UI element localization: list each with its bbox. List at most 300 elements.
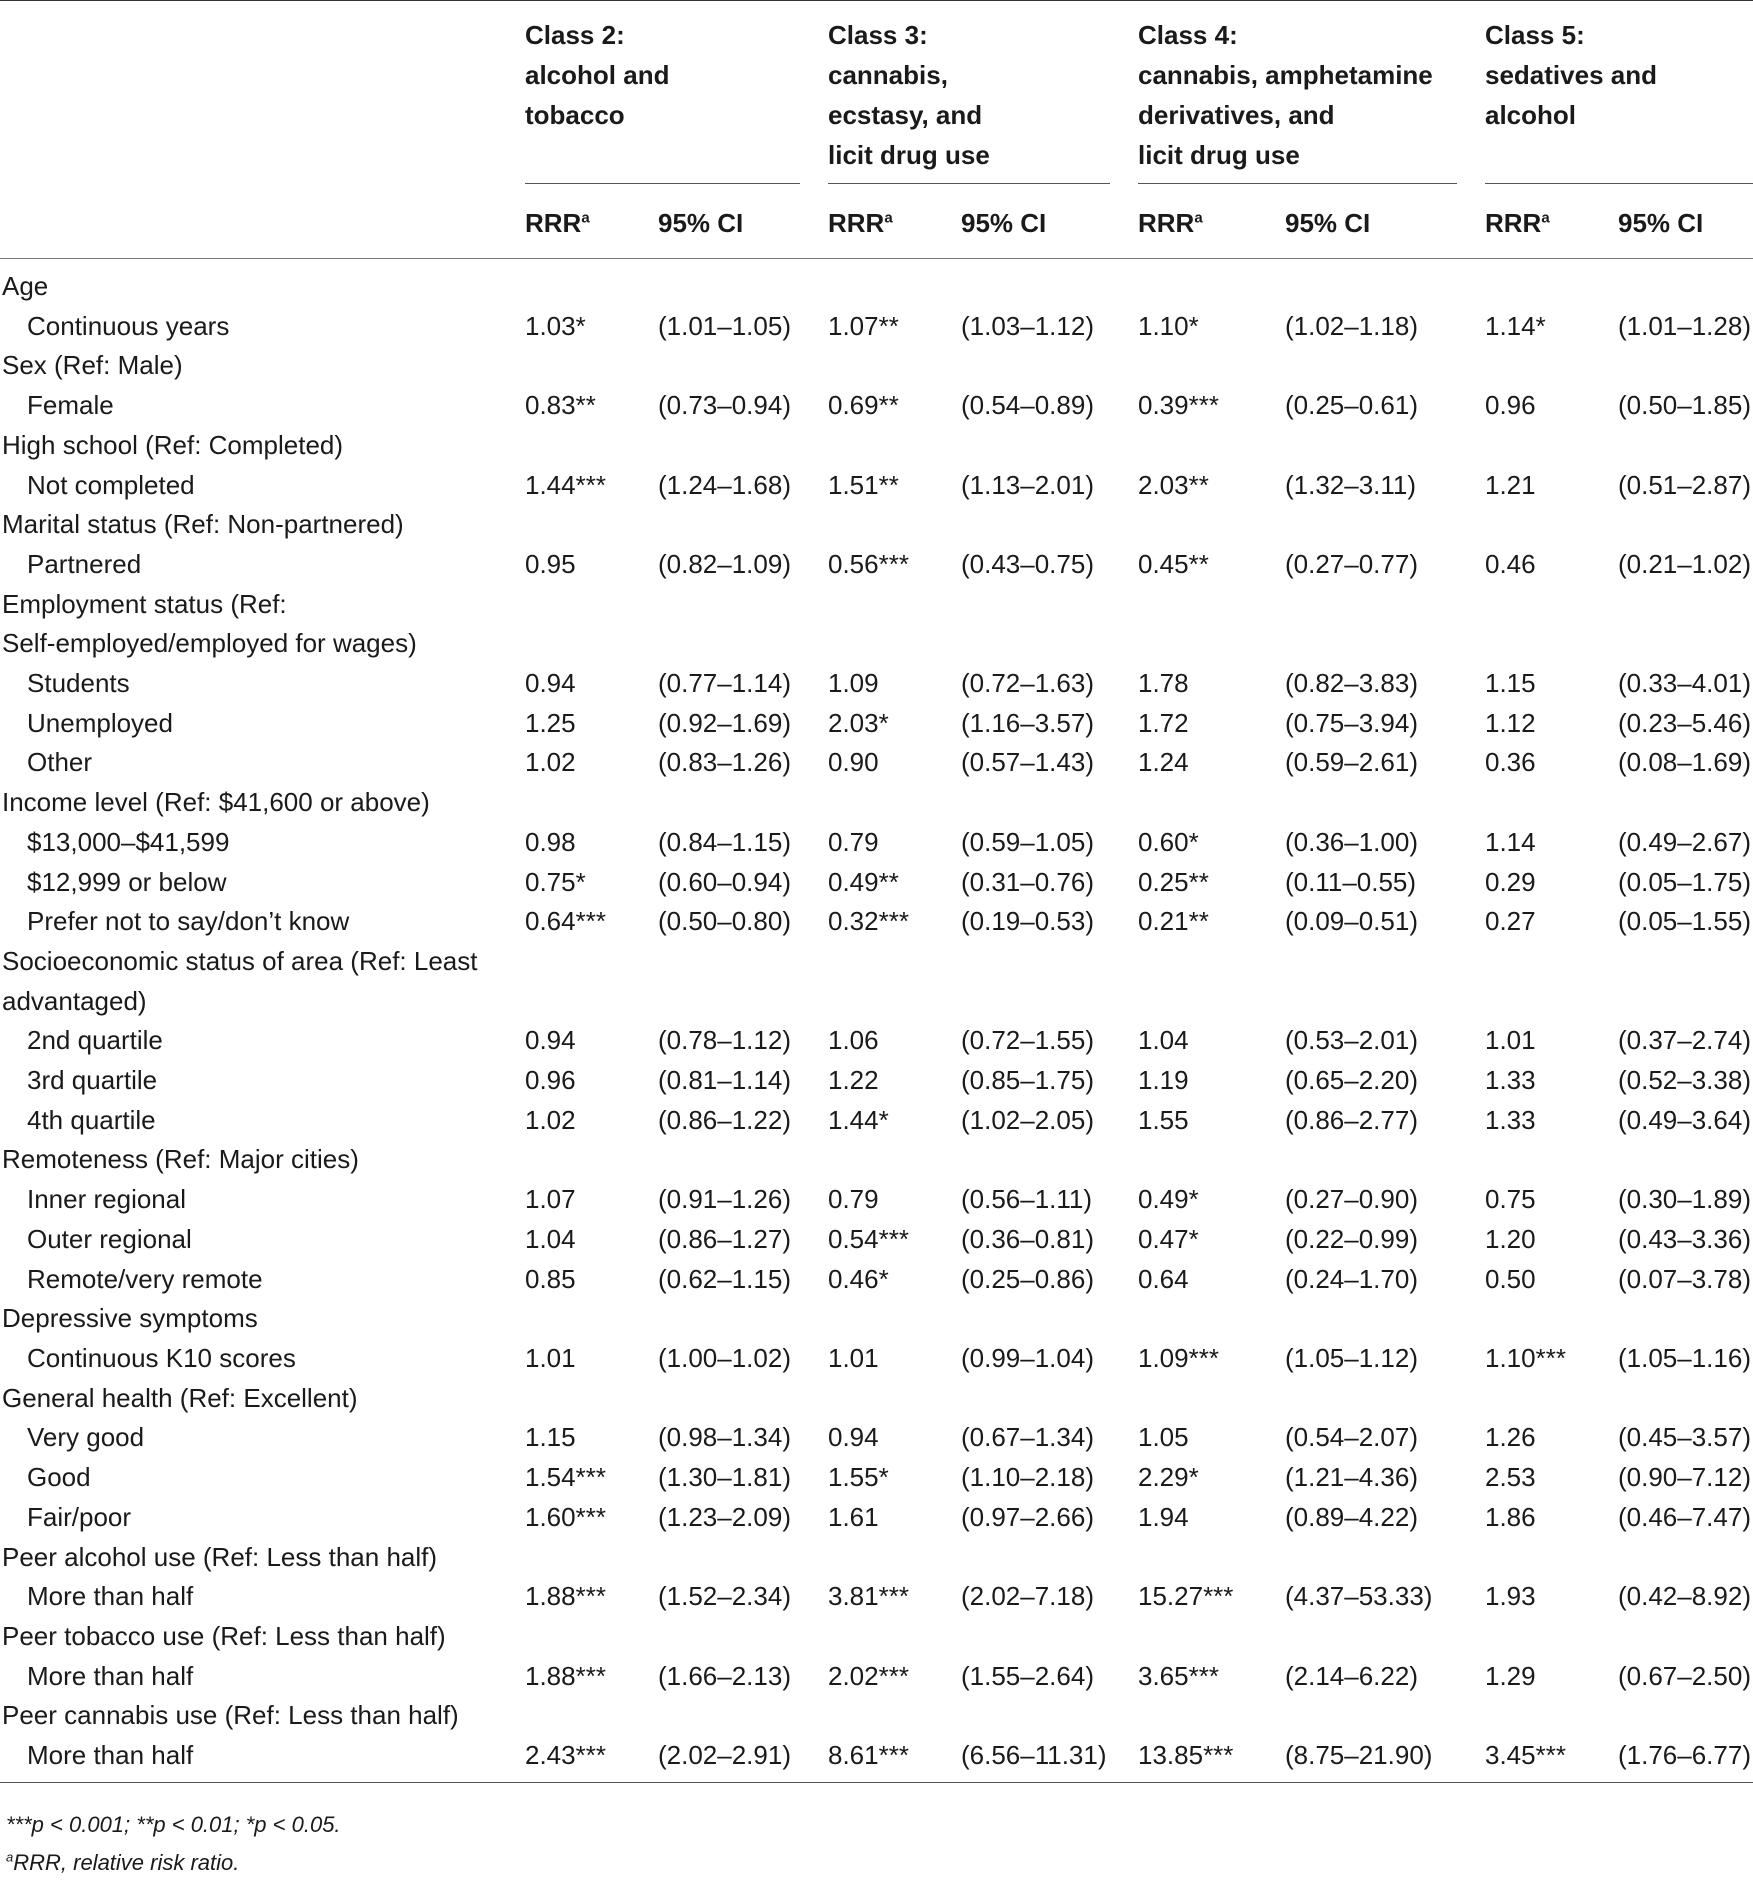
table-row: [0, 545, 1753, 585]
ci-cell: (0.49–2.67): [1618, 826, 1751, 857]
ci-cell: [658, 1538, 828, 1578]
rrr-cell: [525, 1538, 658, 1578]
table-row: [0, 1458, 1753, 1498]
table-row-category: [0, 1299, 1753, 1339]
ci-cell: [961, 942, 1138, 982]
rrr-cell: [828, 505, 961, 545]
rrr-cell: [525, 1379, 658, 1419]
ci-cell: (0.72–1.63): [961, 668, 1094, 699]
ci-cell: (0.36–1.00): [1285, 826, 1418, 857]
rrr-cell: 0.29: [1485, 866, 1536, 897]
rrr-cell: 0.25**: [1138, 866, 1209, 897]
table-row: [0, 743, 1753, 783]
ci-cell: (1.02–2.05): [961, 1104, 1094, 1135]
ci-cell: [961, 624, 1138, 664]
ci-cell: (0.78–1.12): [658, 1025, 791, 1056]
rrr-cell: 0.64: [1138, 1263, 1189, 1294]
class-5-header: Class 5: sedatives and alcohol: [1485, 1, 1753, 188]
category-label: Depressive symptoms: [2, 1303, 258, 1334]
rrr-cell: [1138, 259, 1285, 307]
ci-cell: [1285, 1379, 1485, 1419]
rrr-cell: 0.49**: [828, 866, 899, 897]
rrr-cell: 1.54***: [525, 1462, 606, 1493]
ci-cell: [1285, 426, 1485, 466]
ci-cell: (0.19–0.53): [961, 906, 1094, 937]
rrr-cell: 3.81***: [828, 1581, 909, 1612]
ci-cell: (0.37–2.74): [1618, 1025, 1751, 1056]
ci-cell: [658, 1140, 828, 1180]
ci-cell: [1618, 1299, 1753, 1339]
ci-cell: (0.98–1.34): [658, 1422, 791, 1453]
rrr-cell: 1.15: [1485, 668, 1536, 699]
ci-cell: (0.91–1.26): [658, 1184, 791, 1215]
rrr-cell: 2.03**: [1138, 469, 1209, 500]
rrr-cell: [525, 1617, 658, 1657]
rrr-cell: 1.14*: [1485, 310, 1546, 341]
ci-cell: [658, 1696, 828, 1736]
ci-cell: [1285, 1696, 1485, 1736]
table-row: [0, 1061, 1753, 1101]
rrr-cell: 0.64***: [525, 906, 606, 937]
rrr-cell: 1.07**: [828, 310, 899, 341]
rrr-cell: [525, 585, 658, 625]
rrr-cell: [1138, 624, 1285, 664]
table-row-category: [0, 1379, 1753, 1419]
ci-cell: (0.81–1.14): [658, 1065, 791, 1096]
ci-cell: (0.67–2.50): [1618, 1660, 1751, 1691]
table-row-category: [0, 259, 1753, 307]
rrr-cell: [1138, 1379, 1285, 1419]
table-row-category: [0, 426, 1753, 466]
rrr-cell: 0.75*: [525, 866, 586, 897]
ci-cell: (1.10–2.18): [961, 1462, 1094, 1493]
rrr-cell: 1.01: [525, 1342, 576, 1373]
ci-cell: (0.49–3.64): [1618, 1104, 1751, 1135]
table-row: [0, 1657, 1753, 1697]
rrr-footnote: $^a$RRR, relative risk ratio.: [6, 1849, 240, 1875]
row-label: Students: [27, 668, 130, 699]
rrr-cell: 0.45**: [1138, 548, 1209, 579]
ci-cell: (0.05–1.55): [1618, 906, 1751, 937]
ci-cell: (1.00–1.02): [658, 1342, 791, 1373]
ci-cell: [658, 1379, 828, 1419]
rrr-cell: 0.98: [525, 826, 576, 857]
ci-cell: (1.24–1.68): [658, 469, 791, 500]
rrr-cell: 1.24: [1138, 747, 1189, 778]
table-row: [0, 1220, 1753, 1260]
rrr-cell: [1485, 982, 1618, 1022]
category-label: Peer alcohol use (Ref: Less than half): [2, 1541, 438, 1572]
table-row-category: [0, 505, 1753, 545]
ci-cell: [1618, 1379, 1753, 1419]
rrr-cell: 3.65***: [1138, 1660, 1219, 1691]
ci-cell: (1.13–2.01): [961, 469, 1094, 500]
rrr-cell: 0.36: [1485, 747, 1536, 778]
rrr-cell: [1485, 624, 1618, 664]
ci-cell: (0.99–1.04): [961, 1342, 1094, 1373]
ci-cell: (0.23–5.46): [1618, 707, 1751, 738]
rrr-cell: 0.94: [525, 668, 576, 699]
category-label: Sex (Ref: Male): [2, 350, 183, 381]
rrr-cell: 1.78: [1138, 668, 1189, 699]
ci-cell: (1.21–4.36): [1285, 1462, 1418, 1493]
rrr-header: RRR$^a$: [1138, 188, 1285, 259]
ci-header: 95% CI: [658, 188, 828, 259]
rrr-cell: [828, 426, 961, 466]
ci-cell: [1285, 783, 1485, 823]
rrr-cell: [828, 1617, 961, 1657]
ci-cell: (0.45–3.57): [1618, 1422, 1751, 1453]
rrr-cell: [525, 346, 658, 386]
rrr-cell: 1.25: [525, 707, 576, 738]
category-label: High school (Ref: Completed): [2, 429, 344, 460]
ci-cell: (0.50–0.80): [658, 906, 791, 937]
rrr-cell: 1.51**: [828, 469, 899, 500]
ci-cell: (1.23–2.09): [658, 1501, 791, 1532]
ci-cell: [961, 982, 1138, 1022]
rrr-cell: [525, 426, 658, 466]
ci-cell: [1618, 1538, 1753, 1578]
row-label: Continuous K10 scores: [27, 1342, 296, 1373]
ci-cell: (0.56–1.11): [961, 1184, 1093, 1215]
rrr-cell: 1.55: [1138, 1104, 1189, 1135]
significance-footnote: ***p < 0.001; **p < 0.01; *p < 0.05.: [6, 1812, 341, 1837]
ci-cell: (0.65–2.20): [1285, 1065, 1418, 1096]
table-row: [0, 1180, 1753, 1220]
ci-cell: (0.77–1.14): [658, 668, 791, 699]
row-label: Very good: [27, 1422, 145, 1453]
rrr-cell: [828, 982, 961, 1022]
ci-header: 95% CI: [1285, 188, 1485, 259]
rrr-header: RRR$^a$: [525, 188, 658, 259]
category-label: Self-employed/employed for wages): [2, 628, 417, 659]
ci-cell: (0.73–0.94): [658, 390, 791, 421]
rrr-cell: 1.04: [525, 1223, 576, 1254]
table-row: [0, 1736, 1753, 1782]
rrr-cell: 0.60*: [1138, 826, 1199, 857]
row-label: Continuous years: [27, 310, 230, 341]
ci-cell: [961, 783, 1138, 823]
rrr-cell: [1485, 346, 1618, 386]
table-row: [0, 307, 1753, 347]
ci-cell: [1618, 1617, 1753, 1657]
category-label: Remoteness (Ref: Major cities): [2, 1144, 359, 1175]
ci-cell: [961, 505, 1138, 545]
rrr-cell: [1138, 426, 1285, 466]
ci-cell: (1.02–1.18): [1285, 310, 1418, 341]
rrr-cell: [1485, 585, 1618, 625]
ci-cell: (0.52–3.38): [1618, 1065, 1751, 1096]
rrr-cell: 0.47*: [1138, 1223, 1199, 1254]
rrr-cell: [1485, 1538, 1618, 1578]
ci-cell: [961, 346, 1138, 386]
category-label: Peer cannabis use (Ref: Less than half): [2, 1700, 459, 1731]
row-label: $12,999 or below: [27, 866, 227, 897]
ci-cell: (0.11–0.55): [1285, 866, 1417, 897]
rrr-cell: 1.12: [1485, 707, 1536, 738]
rrr-cell: [828, 346, 961, 386]
ci-cell: (0.50–1.85): [1618, 390, 1751, 421]
ci-cell: [961, 1696, 1138, 1736]
rrr-cell: [525, 1299, 658, 1339]
class-2-header: Class 2: alcohol and tobacco: [525, 1, 828, 188]
ci-cell: (0.89–4.22): [1285, 1501, 1418, 1532]
ci-cell: (0.72–1.55): [961, 1025, 1094, 1056]
ci-cell: [1618, 1696, 1753, 1736]
row-label: Outer regional: [27, 1223, 192, 1254]
table-row: [0, 1339, 1753, 1379]
rrr-cell: 2.02***: [828, 1660, 909, 1691]
ci-cell: (0.30–1.89): [1618, 1184, 1751, 1215]
ci-cell: [961, 1140, 1138, 1180]
rrr-cell: [1138, 505, 1285, 545]
rrr-cell: 0.83**: [525, 390, 596, 421]
column-header-row: [0, 188, 1753, 259]
rrr-cell: [1485, 942, 1618, 982]
ci-cell: [1285, 505, 1485, 545]
ci-cell: (1.03–1.12): [961, 310, 1094, 341]
ci-cell: (0.33–4.01): [1618, 668, 1751, 699]
rrr-cell: [525, 783, 658, 823]
category-label: Age: [2, 271, 49, 301]
rrr-cell: 1.09***: [1138, 1342, 1219, 1373]
rrr-cell: 3.45***: [1485, 1736, 1618, 1782]
ci-cell: [1618, 942, 1753, 982]
ci-cell: (0.51–2.87): [1618, 469, 1751, 500]
table-row-category: [0, 1617, 1753, 1657]
row-label: Other: [27, 747, 93, 778]
ci-cell: (0.43–0.75): [961, 548, 1094, 579]
rrr-cell: [1138, 1696, 1285, 1736]
ci-cell: (2.14–6.22): [1285, 1660, 1418, 1691]
row-label: Remote/very remote: [27, 1263, 263, 1294]
row-label: 3rd quartile: [27, 1065, 158, 1096]
rrr-cell: [525, 505, 658, 545]
class-4-header: Class 4: cannabis, amphetamine derivatives, and licit drug use: [1138, 1, 1485, 188]
rrr-cell: 0.49*: [1138, 1184, 1199, 1215]
ci-cell: (0.59–2.61): [1285, 747, 1418, 778]
ci-cell: (0.86–1.22): [658, 1104, 791, 1135]
rrr-cell: [828, 1379, 961, 1419]
rrr-cell: [1138, 1299, 1285, 1339]
rrr-cell: [1138, 1538, 1285, 1578]
ci-cell: (0.92–1.69): [658, 707, 791, 738]
ci-cell: (0.83–1.26): [658, 747, 791, 778]
rrr-cell: 0.27: [1485, 906, 1536, 937]
ci-cell: [658, 346, 828, 386]
ci-cell: [1618, 1140, 1753, 1180]
ci-cell: (0.27–0.77): [1285, 548, 1418, 579]
rrr-cell: [1485, 1696, 1618, 1736]
table-row: [0, 902, 1753, 942]
table-row-category: [0, 585, 1753, 625]
row-label: $13,000–$41,599: [27, 826, 230, 857]
rrr-cell: 0.94: [525, 1025, 576, 1056]
ci-cell: [1618, 624, 1753, 664]
table-row-category: [0, 624, 1753, 664]
class-header-row: [0, 1, 1753, 188]
ci-cell: (2.02–2.91): [658, 1736, 828, 1782]
ci-cell: [1285, 346, 1485, 386]
table-row: [0, 386, 1753, 426]
rrr-header: RRR$^a$: [828, 188, 961, 259]
rrr-cell: [1485, 259, 1618, 307]
ci-cell: (0.85–1.75): [961, 1065, 1094, 1096]
ci-cell: (1.05–1.16): [1618, 1342, 1751, 1373]
rrr-cell: [828, 1538, 961, 1578]
category-label: Socioeconomic status of area (Ref: Least: [2, 945, 478, 976]
rrr-cell: 1.33: [1485, 1104, 1536, 1135]
rrr-cell: [1138, 585, 1285, 625]
ci-cell: (1.30–1.81): [658, 1462, 791, 1493]
rrr-cell: [1138, 783, 1285, 823]
rrr-cell: 0.90: [828, 747, 879, 778]
rrr-cell: 1.88***: [525, 1581, 606, 1612]
rrr-cell: 1.06: [828, 1025, 879, 1056]
table-row: [0, 704, 1753, 744]
rrr-cell: 1.01: [828, 1342, 879, 1373]
rrr-cell: 1.19: [1138, 1065, 1189, 1096]
table-row-category: [0, 1140, 1753, 1180]
ci-cell: (1.76–6.77): [1618, 1736, 1753, 1782]
rrr-cell: 1.44*: [828, 1104, 889, 1135]
ci-cell: (0.36–0.81): [961, 1223, 1094, 1254]
ci-cell: [1285, 982, 1485, 1022]
table-row: [0, 823, 1753, 863]
rrr-cell: [1485, 1617, 1618, 1657]
ci-cell: (1.52–2.34): [658, 1581, 791, 1612]
ci-cell: (0.67–1.34): [961, 1422, 1094, 1453]
rrr-cell: 1.10*: [1138, 310, 1199, 341]
ci-cell: (0.86–2.77): [1285, 1104, 1418, 1135]
ci-cell: [961, 1617, 1138, 1657]
rrr-cell: 0.56***: [828, 548, 909, 579]
rrr-cell: 0.85: [525, 1263, 576, 1294]
row-label: Unemployed: [27, 707, 173, 738]
table-row: [0, 1260, 1753, 1300]
rrr-cell: 0.69**: [828, 390, 899, 421]
rrr-cell: 2.53: [1485, 1462, 1536, 1493]
ci-cell: [658, 585, 828, 625]
rrr-cell: [1138, 982, 1285, 1022]
ci-header: 95% CI: [961, 188, 1138, 259]
table-row: [0, 664, 1753, 704]
ci-cell: [1285, 942, 1485, 982]
ci-cell: (0.05–1.75): [1618, 866, 1751, 897]
ci-cell: [961, 585, 1138, 625]
rrr-cell: 2.43***: [525, 1736, 658, 1782]
table-row: [0, 1498, 1753, 1538]
row-label: Not completed: [27, 469, 195, 500]
row-label: More than half: [0, 1736, 525, 1782]
rrr-cell: 13.85***: [1138, 1736, 1285, 1782]
ci-cell: [1285, 1140, 1485, 1180]
rrr-cell: [1485, 1299, 1618, 1339]
rrr-cell: [525, 259, 658, 307]
rrr-cell: 0.96: [525, 1065, 576, 1096]
rrr-cell: 1.88***: [525, 1660, 606, 1691]
table-row: [0, 1101, 1753, 1141]
ci-cell: [658, 783, 828, 823]
table-row-category: [0, 982, 1753, 1022]
ci-cell: (0.22–0.99): [1285, 1223, 1418, 1254]
ci-cell: (1.55–2.64): [961, 1660, 1094, 1691]
ci-cell: (0.90–7.12): [1618, 1462, 1751, 1493]
category-label: Income level (Ref: $41,600 or above): [2, 787, 430, 818]
rrr-cell: 1.72: [1138, 707, 1189, 738]
ci-cell: [658, 1617, 828, 1657]
ci-cell: (0.07–3.78): [1618, 1263, 1751, 1294]
rrr-cell: [525, 624, 658, 664]
table-row: [0, 466, 1753, 506]
rrr-header: RRR$^a$: [1485, 188, 1618, 259]
ci-cell: [658, 624, 828, 664]
rrr-cell: 1.02: [525, 747, 576, 778]
rrr-cell: 0.39***: [1138, 390, 1219, 421]
table-row: [0, 1577, 1753, 1617]
rrr-cell: [525, 1696, 658, 1736]
ci-cell: (0.43–3.36): [1618, 1223, 1751, 1254]
ci-cell: [1618, 783, 1753, 823]
ci-cell: [1618, 505, 1753, 545]
table-row-category: [0, 783, 1753, 823]
rrr-cell: [525, 942, 658, 982]
ci-cell: (4.37–53.33): [1285, 1581, 1433, 1612]
rrr-cell: 1.02: [525, 1104, 576, 1135]
ci-cell: (0.09–0.51): [1285, 906, 1418, 937]
table-row-category: [0, 1696, 1753, 1736]
category-label: General health (Ref: Excellent): [2, 1382, 358, 1413]
rrr-cell: 0.79: [828, 1184, 879, 1215]
ci-cell: (0.31–0.76): [961, 866, 1094, 897]
rrr-cell: [1138, 1140, 1285, 1180]
ci-cell: (0.57–1.43): [961, 747, 1094, 778]
class-3-header: Class 3: cannabis, ecstasy, and licit drug use: [828, 1, 1138, 188]
ci-cell: [658, 942, 828, 982]
table-row-category: [0, 942, 1753, 982]
rrr-cell: [1485, 505, 1618, 545]
ci-cell: [658, 1299, 828, 1339]
table-body: [0, 259, 1753, 1783]
row-label: More than half: [27, 1581, 194, 1612]
rrr-cell: 0.32***: [828, 906, 909, 937]
row-label: More than half: [27, 1660, 194, 1691]
ci-cell: (0.25–0.86): [961, 1263, 1094, 1294]
rrr-cell: 1.14: [1485, 826, 1536, 857]
row-label: Fair/poor: [27, 1501, 132, 1532]
row-label: Partnered: [27, 548, 142, 579]
ci-cell: [658, 426, 828, 466]
ci-cell: [1618, 259, 1753, 307]
category-label: Employment status (Ref:: [2, 588, 287, 619]
rrr-cell: 1.05: [1138, 1422, 1189, 1453]
ci-cell: (0.82–3.83): [1285, 668, 1418, 699]
ci-cell: [961, 1538, 1138, 1578]
rrr-cell: [828, 1140, 961, 1180]
ci-cell: (1.32–3.11): [1285, 469, 1417, 500]
rrr-cell: 2.03*: [828, 707, 889, 738]
table-row-category: [0, 1538, 1753, 1578]
rrr-cell: [1138, 942, 1285, 982]
ci-cell: [961, 426, 1138, 466]
rrr-cell: [828, 783, 961, 823]
rrr-cell: 1.07: [525, 1184, 576, 1215]
ci-cell: [961, 1379, 1138, 1419]
rrr-cell: 8.61***: [828, 1736, 961, 1782]
rrr-cell: [828, 1299, 961, 1339]
table-row: [0, 863, 1753, 903]
rrr-cell: [1485, 1140, 1618, 1180]
